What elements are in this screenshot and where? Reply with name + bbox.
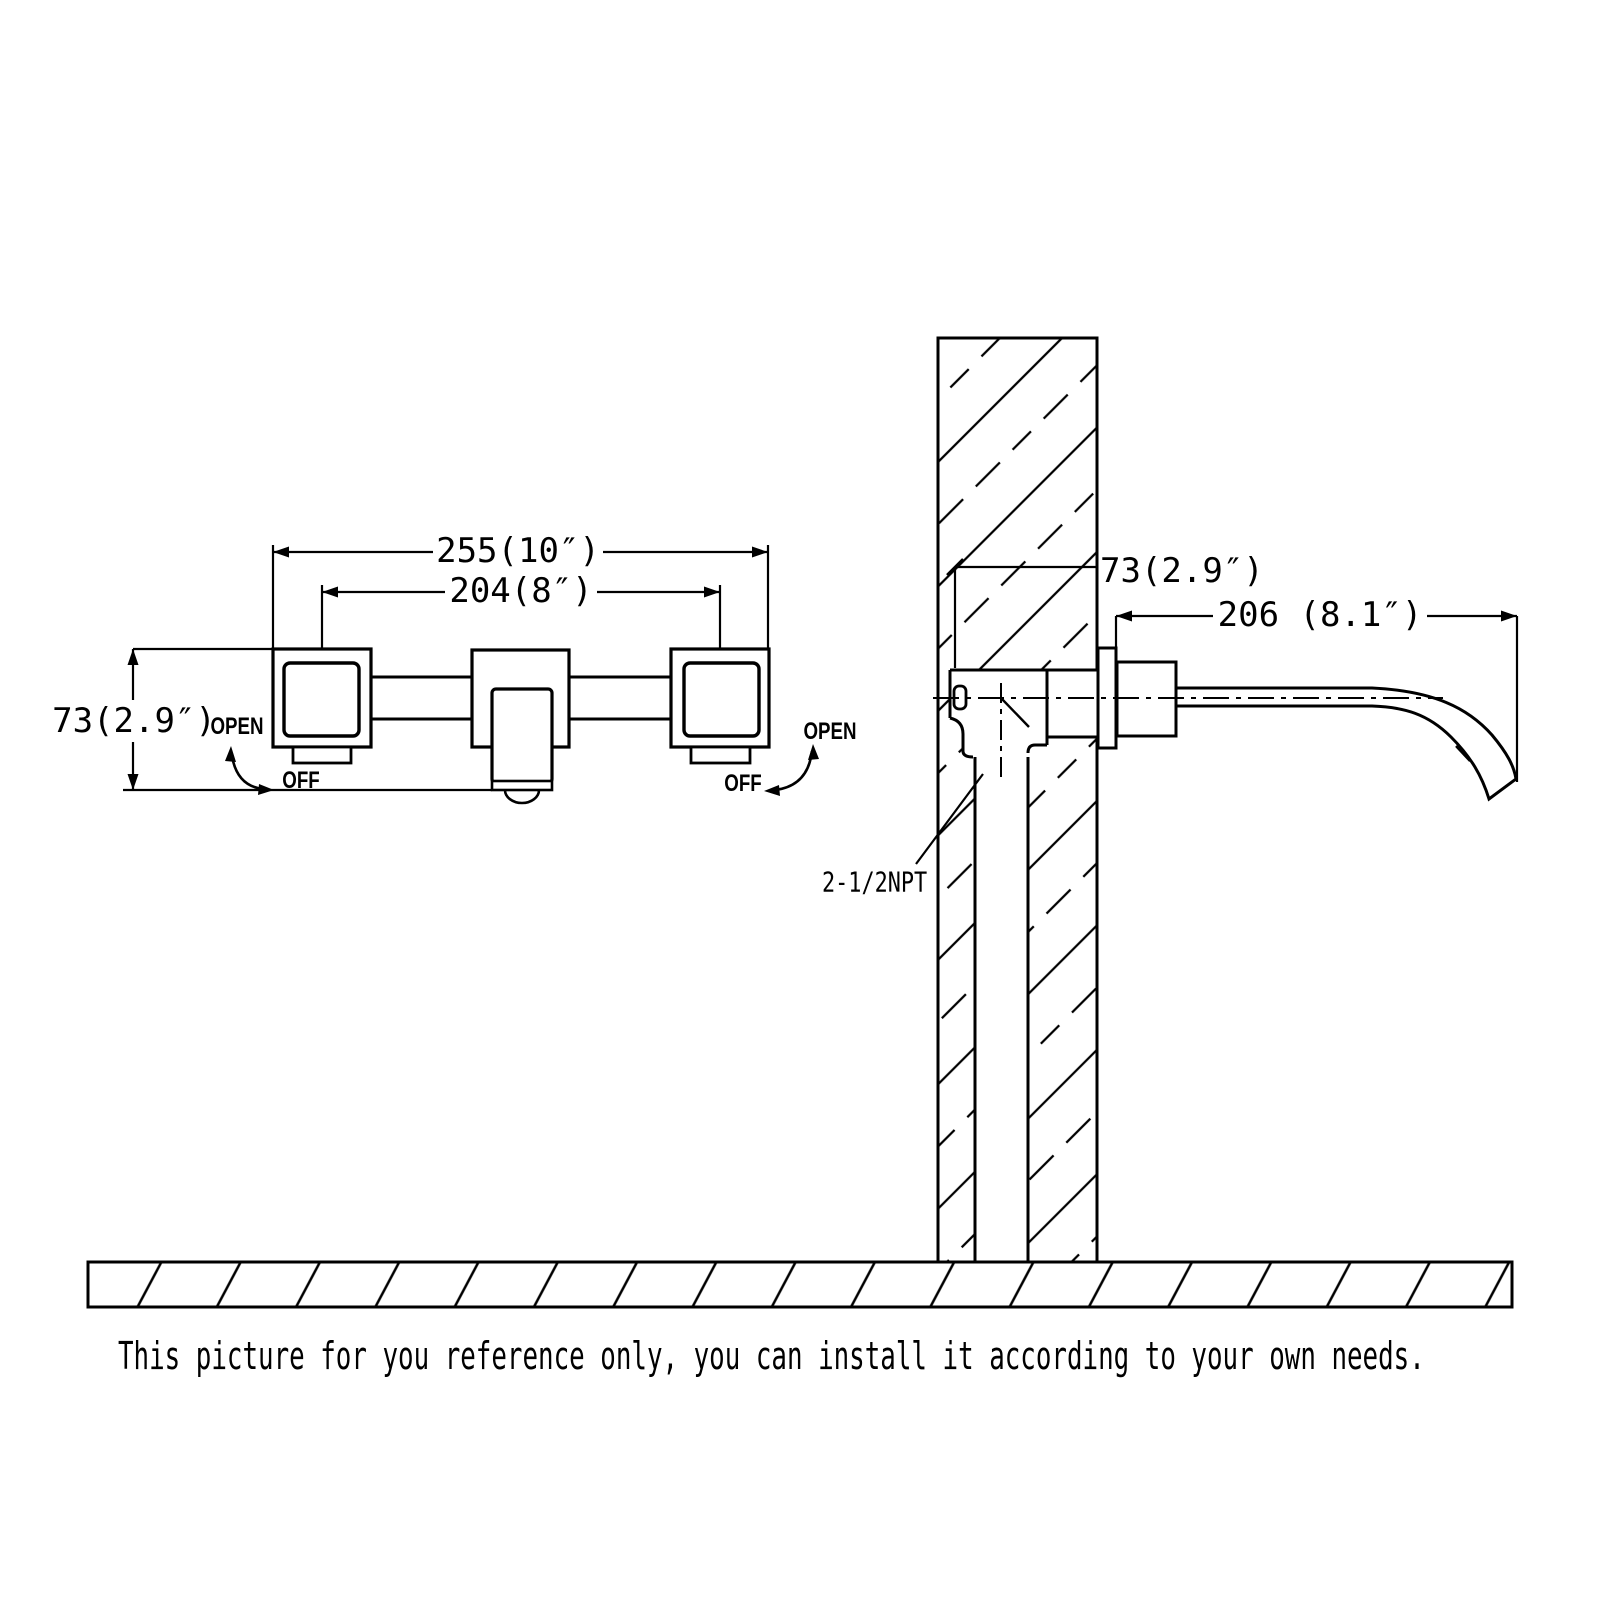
aerator <box>492 781 552 790</box>
open-label-right: OPEN <box>803 718 857 745</box>
dim-spout-reach-label: 206 (8.1″) <box>1217 595 1423 635</box>
off-label-left: OFF <box>282 767 320 794</box>
left-handle <box>273 649 371 763</box>
center-spout <box>472 650 569 803</box>
open-label-left: OPEN <box>210 713 264 740</box>
right-handle <box>671 649 769 763</box>
reference-note: This picture for you reference only, you can install it according to your own needs. <box>118 1334 1425 1378</box>
off-label-right: OFF <box>724 770 762 797</box>
side-view <box>88 338 1517 1307</box>
supply-pipe <box>975 757 1028 1262</box>
spout <box>1176 688 1516 799</box>
dim-center-distance-label: 204(8″) <box>449 571 593 611</box>
aerator-arc <box>505 790 539 803</box>
left-rotation-arrow <box>225 746 274 795</box>
right-rotation-arrow <box>764 744 819 796</box>
dim-wall-depth-label: 73(2.9″) <box>1100 551 1264 591</box>
dim-overall-width-label: 255(10″) <box>436 531 600 571</box>
floor-section <box>88 1262 1512 1307</box>
thread-label: 2-1/2NPT <box>822 865 928 899</box>
dim-height-label: 73(2.9″) <box>52 701 216 741</box>
